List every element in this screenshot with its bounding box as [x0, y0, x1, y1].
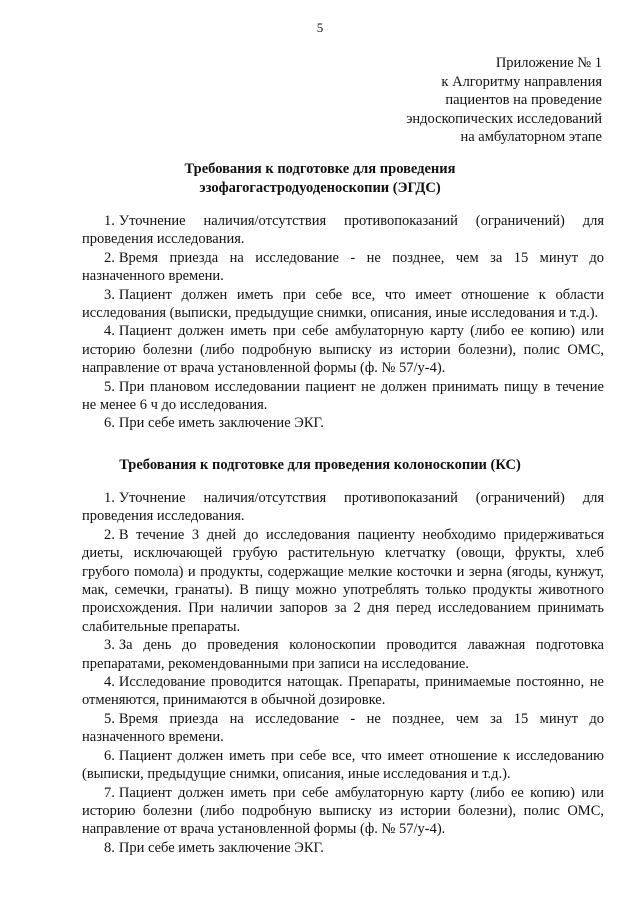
list-item [82, 249, 604, 286]
list-item [82, 784, 604, 839]
item-text: Время приезда на исследование - не позднее, чем за 15 минут до назначенного времени. [82, 249, 604, 285]
list-item [82, 526, 604, 636]
list-item [82, 378, 604, 415]
item-number: 4. [104, 674, 115, 691]
list-item [82, 286, 604, 323]
appendix-line: к Алгоритму направления [441, 73, 602, 90]
section-title-line: Требования к подготовке для проведения [184, 161, 456, 177]
item-text: При себе иметь заключение ЭКГ. [118, 415, 324, 432]
colonoscopy-requirements-list [82, 489, 604, 857]
item-text: Пациент должен иметь при себе амбулаторную карту (либо ее копию) или историю болезни (либо подробную выписку из истории болезни), полис ОМС, направление от врача установленной формы (ф. № 57/у-4). [82, 323, 604, 377]
list-item [82, 839, 604, 857]
item-number: 3. [104, 637, 115, 654]
item-number: 8. [104, 839, 115, 856]
item-number: 1. [104, 213, 115, 229]
appendix-line: на амбулаторном этапе [460, 129, 602, 146]
appendix-line: эндоскопических исследований [406, 110, 602, 127]
item-text: Время приезда на исследование - не позднее, чем за 15 минут до назначенного времени. [82, 710, 604, 746]
item-text: Пациент должен иметь при себе все, что имеет отношение к области исследования (выписки, предыдущие снимки, описания, иные исследования и т.д.). [82, 286, 604, 322]
item-number: 5. [104, 378, 115, 395]
item-number: 2. [104, 249, 115, 266]
appendix-line: пациентов на проведение [445, 92, 602, 109]
item-text: Уточнение наличия/отсутствия противопоказаний (ограничений) для проведения исследования. [82, 490, 604, 525]
list-item [82, 747, 604, 784]
list-item [82, 710, 604, 747]
item-text: За день до проведения колоноскопии проводится лаважная подготовка препаратами, рекомендованными при записи на исследование. [82, 637, 604, 672]
item-number: 6. [104, 415, 115, 432]
item-text: При себе иметь заключение ЭКГ. [118, 839, 324, 856]
item-text: Пациент должен иметь при себе все, что имеет отношение к исследованию (выписки, предыдущие снимки, описания, иные исследования и т.д.). [82, 747, 604, 783]
item-number: 2. [104, 526, 115, 543]
item-text: Уточнение наличия/отсутствия противопоказаний (ограничений) для проведения исследования. [82, 213, 604, 248]
section-title-line: Требования к подготовке для проведения колоноскопии (КС) [119, 457, 521, 473]
item-number: 7. [104, 784, 115, 801]
item-text: Пациент должен иметь при себе амбулаторную карту (либо ее копию) или историю болезни (либо подробную выписку из истории болезни), полис ОМС, направление от врача установленной формы (ф. № 57/у-4). [82, 784, 604, 838]
list-item [82, 322, 604, 377]
egds-requirements-list [82, 212, 604, 433]
item-number: 1. [104, 490, 115, 506]
item-number: 3. [104, 286, 115, 303]
item-number: 6. [104, 747, 115, 764]
item-number: 5. [104, 710, 115, 727]
item-text: При плановом исследовании пациент не должен принимать пищу в течение не менее 6 ч до исследования. [82, 378, 604, 414]
section-title-line: эзофагогастродуоденоскопии (ЭГДС) [199, 179, 441, 196]
section-title-colonoscopy [0, 456, 640, 475]
item-text: В течение 3 дней до исследования пациенту необходимо придерживаться диеты, исключающей грубую растительную клетчатку (овощи, фрукты, хлеб грубого помола) и продукты, содержащие мелкие косточки и зерна (ягоды, кунжут, мак, семечки, гранаты). В пищу можно употреблять только продукты животного происхождения. При наличии запоров за 2 дня перед исследованием принимать слабительные препараты. [82, 526, 604, 635]
page-number: 5 [316, 20, 324, 35]
item-number: 4. [104, 323, 115, 340]
list-item [82, 673, 604, 710]
section-title-egds [0, 160, 640, 197]
item-text: Исследование проводится натощак. Препараты, принимаемые постоянно, не отменяются, принимаются в обычной дозировке. [82, 674, 604, 709]
appendix-line: Приложение № 1 [495, 55, 602, 71]
list-item [82, 414, 604, 432]
list-item [82, 212, 604, 249]
list-item [82, 489, 604, 526]
appendix-header [406, 54, 602, 147]
list-item [82, 636, 604, 673]
